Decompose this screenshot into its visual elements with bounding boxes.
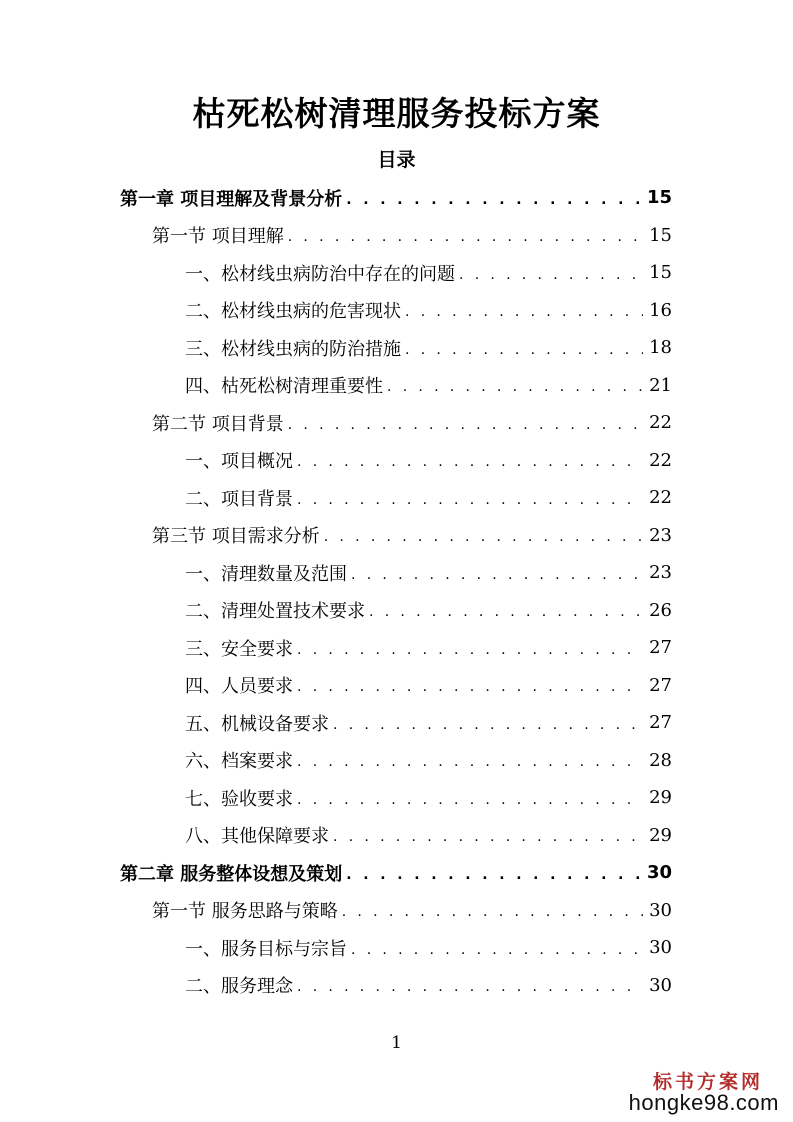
- toc-entry-label: 二、服务理念: [185, 976, 293, 998]
- toc-entry-page: 22: [649, 412, 672, 434]
- toc-entry-label: 八、其他保障要求: [185, 826, 329, 848]
- toc-section-entry[interactable]: [0, 892, 793, 930]
- toc-item-entry[interactable]: [0, 292, 793, 330]
- toc-leader-dots: [297, 792, 643, 808]
- toc-item-entry[interactable]: [0, 929, 793, 967]
- toc-item-entry[interactable]: [0, 554, 793, 592]
- toc-entry-page: 30: [649, 937, 672, 959]
- toc-entry-label: 一、服务目标与宗旨: [185, 938, 347, 960]
- toc-leader-dots: [288, 229, 643, 245]
- toc-item-entry[interactable]: [0, 442, 793, 480]
- toc-entry-label: 第二节 项目背景: [152, 413, 284, 435]
- toc-chapter-entry[interactable]: [0, 854, 793, 892]
- toc-entry-label: 一、松材线虫病防治中存在的问题: [185, 263, 455, 285]
- toc-entry-label: 四、枯死松树清理重要性: [185, 376, 383, 398]
- toc-entry-page: 28: [649, 749, 672, 771]
- toc-item-entry[interactable]: [0, 254, 793, 292]
- toc-leader-dots: [405, 342, 643, 358]
- toc-entry-label: 第一章 项目理解及背景分析: [120, 188, 343, 210]
- toc-section-entry[interactable]: [0, 404, 793, 442]
- toc-leader-dots: [351, 942, 643, 958]
- toc-item-entry[interactable]: [0, 479, 793, 517]
- toc-entry-label: 三、松材线虫病的防治措施: [185, 338, 401, 360]
- toc-entry-page: 15: [646, 187, 672, 209]
- toc-entry-page: 27: [649, 712, 672, 734]
- toc-entry-page: 21: [649, 374, 672, 396]
- toc-item-entry[interactable]: [0, 779, 793, 817]
- toc-entry-page: 23: [649, 562, 672, 584]
- toc-entry-label: 四、人员要求: [185, 676, 293, 698]
- toc-leader-dots: [342, 904, 643, 920]
- toc-entry-page: 18: [649, 337, 672, 359]
- toc-entry-label: 第一节 服务思路与策略: [152, 901, 338, 923]
- toc-leader-dots: [297, 679, 643, 695]
- toc-entry-page: 23: [649, 524, 672, 546]
- toc-entry-page: 30: [646, 862, 672, 884]
- toc-leader-dots: [324, 529, 643, 545]
- toc-item-entry[interactable]: [0, 629, 793, 667]
- toc-entry-label: 第三节 项目需求分析: [152, 526, 320, 548]
- toc-leader-dots: [346, 867, 641, 883]
- toc-entry-page: 26: [649, 599, 672, 621]
- toc-leader-dots: [297, 979, 643, 995]
- toc-leader-dots: [459, 267, 643, 283]
- toc-item-entry[interactable]: [0, 742, 793, 780]
- toc-item-entry[interactable]: [0, 592, 793, 630]
- toc-entry-page: 30: [649, 974, 672, 996]
- toc-leader-dots: [387, 379, 643, 395]
- toc-entry-page: 16: [649, 299, 672, 321]
- toc-entry-label: 一、清理数量及范围: [185, 563, 347, 585]
- watermark-site-name: 标书方案网: [652, 1071, 763, 1093]
- toc-leader-dots: [297, 492, 643, 508]
- toc-chapter-entry[interactable]: [0, 179, 793, 217]
- watermark-url: hongke98.com: [628, 1090, 779, 1115]
- toc-leader-dots: [297, 754, 643, 770]
- page-number: 1: [391, 1033, 402, 1053]
- toc-item-entry[interactable]: [0, 367, 793, 405]
- toc-item-entry[interactable]: [0, 667, 793, 705]
- toc-entry-label: 第一节 项目理解: [152, 226, 284, 248]
- toc-entry-label: 七、验收要求: [185, 788, 293, 810]
- toc-item-entry[interactable]: [0, 967, 793, 1005]
- toc-entry-page: 15: [649, 224, 672, 246]
- toc-entry-label: 三、安全要求: [185, 638, 293, 660]
- toc-leader-dots: [288, 417, 643, 433]
- toc-section-entry[interactable]: [0, 217, 793, 255]
- toc-entry-page: 29: [649, 787, 672, 809]
- toc-entry-label: 二、清理处置技术要求: [185, 601, 365, 623]
- toc-entry-label: 一、项目概况: [185, 451, 293, 473]
- toc-leader-dots: [405, 304, 643, 320]
- toc-entry-page: 15: [649, 262, 672, 284]
- toc-leader-dots: [297, 454, 643, 470]
- toc-item-entry[interactable]: [0, 329, 793, 367]
- toc-item-entry[interactable]: [0, 817, 793, 855]
- toc-heading: 目录: [377, 149, 416, 171]
- toc-item-entry[interactable]: [0, 704, 793, 742]
- toc-entry-page: 27: [649, 674, 672, 696]
- toc-entry-page: 29: [649, 824, 672, 846]
- toc-leader-dots: [333, 829, 643, 845]
- document-title: 枯死松树清理服务投标方案: [192, 94, 601, 133]
- toc-leader-dots: [351, 567, 643, 583]
- toc-entry-label: 二、松材线虫病的危害现状: [185, 301, 401, 323]
- toc-leader-dots: [346, 192, 641, 208]
- toc-entry-page: 22: [649, 449, 672, 471]
- toc-entry-page: 30: [649, 899, 672, 921]
- toc-leader-dots: [297, 642, 643, 658]
- toc-entry-label: 六、档案要求: [185, 751, 293, 773]
- toc-entry-label: 二、项目背景: [185, 488, 293, 510]
- toc-leader-dots: [369, 604, 643, 620]
- toc-entry-label: 第二章 服务整体设想及策划: [120, 863, 343, 885]
- table-of-contents: [0, 179, 793, 1004]
- toc-section-entry[interactable]: [0, 517, 793, 555]
- toc-entry-label: 五、机械设备要求: [185, 713, 329, 735]
- toc-entry-page: 27: [649, 637, 672, 659]
- toc-leader-dots: [333, 717, 643, 733]
- toc-entry-page: 22: [649, 487, 672, 509]
